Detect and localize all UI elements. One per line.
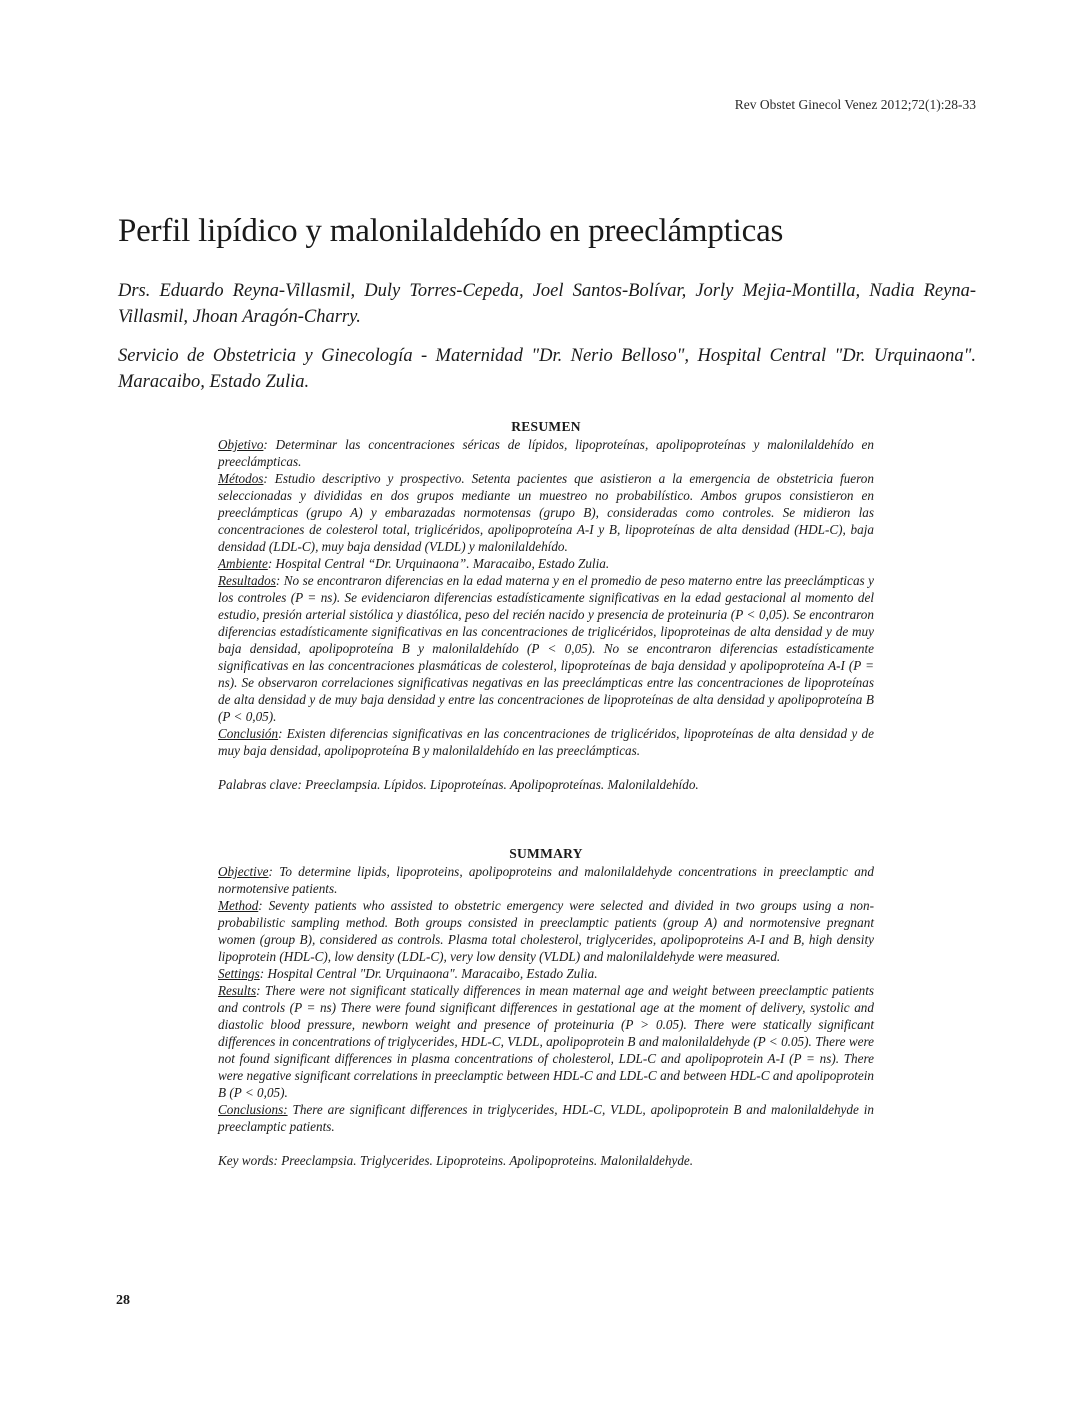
resumen-ambiente-text: : Hospital Central “Dr. Urquinaona”. Maracaibo, Estado Zulia. [267,556,610,571]
summary-settings-label: Settings [218,966,260,981]
resumen-metodos [218,470,874,555]
summary-method-label: Method [218,898,259,913]
summary-results-text: : There were not significant statically differences in mean maternal age and weight between preeclamptic patients and controls (P = ns) There were found significant differences in gestational age at the moment of delivery, systolic and diastolic blood pressure, newborn weight and presence of proteinuria (P > 0.05). There were statically significant differences in concentrations of triglycerides, HDL-C, VLDL, apolipoprotein B and malonilaldehyde (P < 0.05). There were not found significant differences in plasma concentrations of cholesterol, LDL-C and apolipoprotein A-I (P = ns). There were negative significant correlations in preeclamptic between HDL-C and LDL-C and between HDL-C and apolipoprotein B (P < 0,05). [218,983,874,1100]
summary-objective-text: : To determine lipids, lipoproteins, apolipoproteins and malonilaldehyde concentrations in preeclamptic and normotensive patients. [218,864,874,896]
summary-method [218,897,874,965]
resumen-ambiente-label: Ambiente [218,556,268,571]
resumen-heading: RESUMEN [511,419,581,434]
journal-reference: Rev Obstet Ginecol Venez 2012;72(1):28-33 [734,97,976,112]
affiliation: Servicio de Obstetricia y Ginecología - Maternidad "Dr. Nerio Belloso", Hospital Central "Dr. Urquinaona". Maracaibo, Estado Zulia. [118,346,976,392]
summary-conclusions [218,1101,874,1135]
summary-method-text: : Seventy patients who assisted to obstetric emergency were selected and divided in two groups using a non-probabilistic sampling method. Both groups consisted in preeclamptic patients (group A) and normotensive pregnant women (group B), considered as controls. Plasma total cholesterol, triglycerides, apolipoproteins A-I and B, high density lipoprotein (HDL-C), low density (LDL-C), very low density (VLDL) and malonilaldehyde were measured. [218,898,874,964]
resumen-metodos-text: : Estudio descriptivo y prospectivo. Setenta pacientes que asistieron a la emergencia de obstetricia fueron seleccionadas y divididas en dos grupos mediante un muestreo no probabilístico. Ambos grupos consistieron en preeclámpticas (grupo A) y embarazadas normotensas (grupo B), consideradas como controles. Se midieron las concentraciones de colesterol total, triglicéridos, apolipoproteína A-I y B, lipoproteínas de alta densidad (HDL-C), baja densidad (LDL-C), muy baja densidad (VLDL) y malonilaldehído. [218,471,874,554]
summary-objective [218,863,874,897]
summary-conclusions-text: There are significant differences in triglycerides, HDL-C, VLDL, apolipoprotein B and malonilaldehyde in preeclamptic patients. [218,1102,874,1134]
summary-heading: SUMMARY [509,846,583,861]
resumen-resultados-text: : No se encontraron diferencias en la edad materna y en el promedio de peso materno entre las preeclámpticas y los controles (P = ns). Se evidenciaron diferencias estadísticamente significativas en la edad gestacional al momento del estudio, presión arterial sistólica y diastólica, peso del recién nacido y presencia de proteinuria (P < 0,05). Se encontraron diferencias estadísticamente significativas en las concentraciones de triglicéridos, lipoproteinas de alta densidad y de muy baja densidad, apolipoproteína B y malonilaldehído (P < 0,05). No se encontraron diferencias estadísticamente significativas en las concentraciones plasmáticas de colesterol, lipoproteínas de baja densidad y apolipoproteína A-I (P = ns). Se observaron correlaciones significativas negativas en las preeclámpticas entre las concentraciones de lipoproteínas de alta densidad y de muy baja densidad y entre las concentraciones de lipoproteínas de alta densidad y apolipoproteína B (P < 0,05). [218,573,874,724]
summary-results [218,982,874,1101]
resumen-objetivo [218,436,874,470]
summary-settings-text: : Hospital Central "Dr. Urquinaona". Maracaibo, Estado Zulia. [259,966,598,981]
author-list: Drs. Eduardo Reyna-Villasmil, Duly Torres-Cepeda, Joel Santos-Bolívar, Jorly Mejia-Montilla, Nadia Reyna-Villasmil, Jhoan Aragón-Charry. [118,281,976,327]
resumen-conclusion-text: : Existen diferencias significativas en las concentraciones de triglicéridos, lipoproteínas de alta densidad y de muy baja densidad, apolipoproteína B y malonilaldehído en las preeclámpticas. [218,726,874,758]
resumen-block [218,418,874,793]
summary-objective-label: Objective [218,864,269,879]
key-words: Key words: Preeclampsia. Triglycerides. Lipoproteins. Apolipoproteins. Malonilaldehyde. [218,1153,694,1168]
page-number: 28 [116,1293,130,1308]
resumen-conclusion [218,725,874,759]
resumen-resultados-label: Resultados [218,573,276,588]
summary-block [218,845,874,1169]
resumen-resultados [218,572,874,725]
resumen-metodos-label: Métodos [218,471,264,486]
palabras-clave: Palabras clave: Preeclampsia. Lípidos. Lipoproteínas. Apolipoproteínas. Malonilaldehído. [218,777,699,792]
resumen-conclusion-label: Conclusión [218,726,279,741]
resumen-objetivo-text: : Determinar las concentraciones séricas de lípidos, lipoproteínas, apolipoproteínas y malonilaldehído en preeclámpticas. [218,437,874,469]
summary-conclusions-label: Conclusions: [218,1102,288,1117]
resumen-objetivo-label: Objetivo [218,437,264,452]
article-title: Perfil lipídico y malonilaldehído en preeclámpticas [118,213,784,249]
summary-results-label: Results [218,983,257,998]
summary-settings [218,965,874,982]
resumen-ambiente [218,555,874,572]
